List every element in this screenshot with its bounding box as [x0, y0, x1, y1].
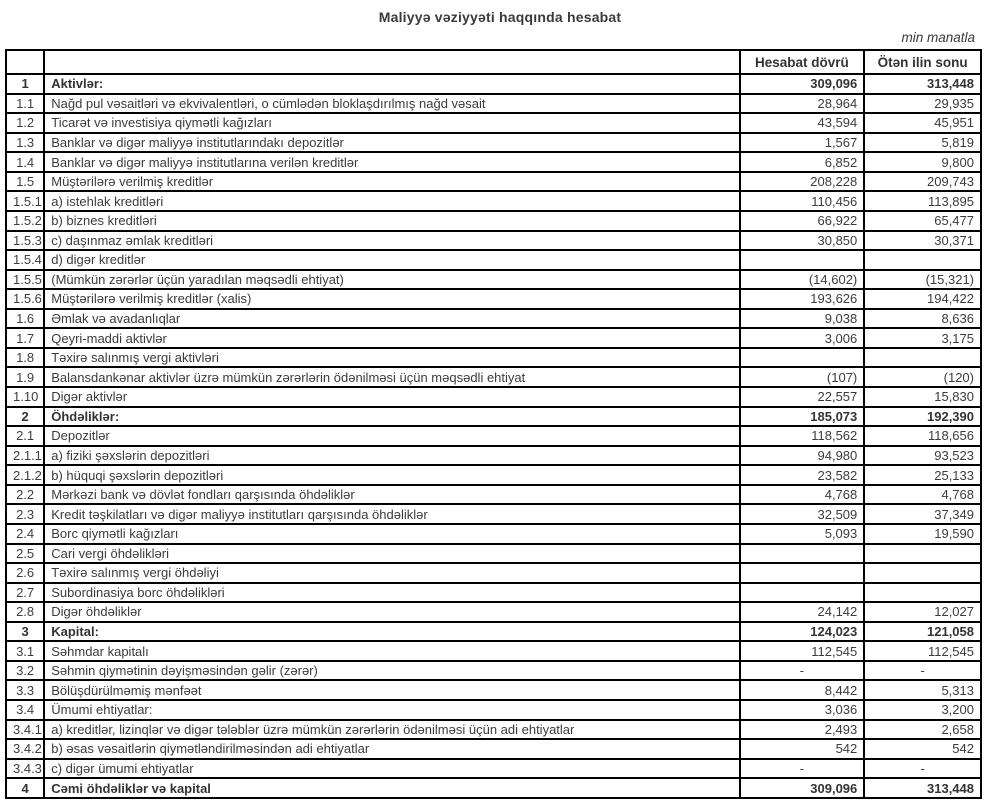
row-label: Cəmi öhdəliklər və kapital	[44, 778, 739, 798]
value-previous-year: 19,590	[864, 524, 981, 544]
row-label: Öhdəliklər:	[44, 407, 739, 427]
value-previous-year: 65,477	[864, 211, 981, 231]
value-current-period: 43,594	[740, 113, 865, 133]
table-row	[6, 485, 981, 505]
row-label: Təxirə salınmış vergi aktivləri	[44, 348, 739, 368]
row-label: c) digər ümumi ehtiyatlar	[44, 759, 739, 779]
value-previous-year: 313,448	[864, 74, 981, 94]
row-number: 1.9	[6, 367, 44, 387]
row-number: 1.8	[6, 348, 44, 368]
value-current-period: 24,142	[740, 602, 865, 622]
value-current-period	[740, 544, 865, 564]
value-current-period: (107)	[740, 367, 865, 387]
value-previous-year	[864, 544, 981, 564]
value-current-period: 118,562	[740, 426, 865, 446]
table-row	[6, 289, 981, 309]
value-current-period	[740, 250, 865, 270]
value-previous-year: 2,658	[864, 720, 981, 740]
table-row	[6, 309, 981, 329]
row-label: Kredit təşkilatları və digər maliyyə institutları qarşısında öhdəliklər	[44, 504, 739, 524]
table-row	[6, 524, 981, 544]
row-number: 1	[6, 74, 44, 94]
value-previous-year: (15,321)	[864, 270, 981, 290]
row-number: 2.4	[6, 524, 44, 544]
row-label: a) fiziki şəxslərin depozitləri	[44, 446, 739, 466]
row-number: 2.1.2	[6, 465, 44, 485]
table-row	[6, 152, 981, 172]
value-previous-year: 30,371	[864, 231, 981, 251]
table-row	[6, 700, 981, 720]
row-number: 1.4	[6, 152, 44, 172]
table-row	[6, 231, 981, 251]
value-previous-year	[864, 250, 981, 270]
row-number: 3.2	[6, 661, 44, 681]
row-number: 2.2	[6, 485, 44, 505]
row-label: Borc qiymətli kağızları	[44, 524, 739, 544]
header-cell-empty-label	[44, 50, 739, 74]
table-row	[6, 446, 981, 466]
value-previous-year: 37,349	[864, 504, 981, 524]
row-number: 3.4.3	[6, 759, 44, 779]
table-row	[6, 250, 981, 270]
table-row	[6, 778, 981, 798]
table-row	[6, 407, 981, 427]
row-label: Ticarət və investisiya qiymətli kağızları	[44, 113, 739, 133]
row-number: 2.8	[6, 602, 44, 622]
value-previous-year	[864, 563, 981, 583]
table-row	[6, 680, 981, 700]
table-row	[6, 133, 981, 153]
table-row	[6, 191, 981, 211]
value-current-period: 208,228	[740, 172, 865, 192]
row-number: 3.4.2	[6, 739, 44, 759]
table-row	[6, 426, 981, 446]
row-label: c) daşınmaz əmlak kreditləri	[44, 231, 739, 251]
row-number: 2.5	[6, 544, 44, 564]
row-number: 2	[6, 407, 44, 427]
row-label: a) istehlak kreditləri	[44, 191, 739, 211]
value-current-period: 66,922	[740, 211, 865, 231]
financial-table-body	[6, 74, 981, 798]
table-row	[6, 720, 981, 740]
row-label: b) əsas vəsaitlərin qiymətləndirilməsindən adi ehtiyatlar	[44, 739, 739, 759]
row-label: Səhmin qiymətinin dəyişməsindən gəlir (zərər)	[44, 661, 739, 681]
row-label: Balansdankənar aktivlər üzrə mümkün zərərlərin ödənilməsi üçün məqsədli ehtiyat	[44, 367, 739, 387]
row-label: Kapital:	[44, 622, 739, 642]
value-previous-year: 209,743	[864, 172, 981, 192]
row-label: Bölüşdürülməmiş mənfəət	[44, 680, 739, 700]
row-number: 3.3	[6, 680, 44, 700]
value-previous-year: 9,800	[864, 152, 981, 172]
row-label: Təxirə salınmış vergi öhdəliyi	[44, 563, 739, 583]
row-number: 1.1	[6, 94, 44, 114]
table-row	[6, 367, 981, 387]
value-previous-year: 3,175	[864, 328, 981, 348]
table-row	[6, 94, 981, 114]
row-label: Digər aktivlər	[44, 387, 739, 407]
table-row	[6, 504, 981, 524]
row-number: 3	[6, 622, 44, 642]
row-label: Səhmdar kapitalı	[44, 641, 739, 661]
table-row	[6, 602, 981, 622]
value-previous-year: 45,951	[864, 113, 981, 133]
value-current-period: 542	[740, 739, 865, 759]
table-row	[6, 74, 981, 94]
unit-note: min manatla	[901, 30, 975, 45]
value-current-period	[740, 348, 865, 368]
row-label: Subordinasiya borc öhdəlikləri	[44, 583, 739, 603]
row-number: 1.3	[6, 133, 44, 153]
value-current-period	[740, 583, 865, 603]
value-previous-year: 3,200	[864, 700, 981, 720]
table-row	[6, 211, 981, 231]
row-number: 2.6	[6, 563, 44, 583]
table-row	[6, 387, 981, 407]
row-label: Nağd pul vəsaitləri və ekvivalentləri, o cümlədən bloklaşdırılmış nağd vəsait	[44, 94, 739, 114]
row-number: 1.5.3	[6, 231, 44, 251]
value-current-period: 94,980	[740, 446, 865, 466]
row-label: Qeyri-maddi aktivlər	[44, 328, 739, 348]
header-cell-empty-num	[6, 50, 44, 74]
value-current-period: 23,582	[740, 465, 865, 485]
value-current-period	[740, 563, 865, 583]
value-previous-year: 93,523	[864, 446, 981, 466]
row-number: 1.10	[6, 387, 44, 407]
value-current-period: 110,456	[740, 191, 865, 211]
value-current-period: 3,006	[740, 328, 865, 348]
financial-position-table	[5, 49, 982, 799]
value-current-period: (14,602)	[740, 270, 865, 290]
value-current-period: 22,557	[740, 387, 865, 407]
row-number: 1.5.4	[6, 250, 44, 270]
value-previous-year: 194,422	[864, 289, 981, 309]
row-label: Aktivlər:	[44, 74, 739, 94]
value-current-period: 2,493	[740, 720, 865, 740]
row-number: 1.5.1	[6, 191, 44, 211]
table-row	[6, 465, 981, 485]
row-label: a) kreditlər, lizinqlər və digər tələblər üzrə mümkün zərərlərin ödənilməsi üçün adi ehtiyatlar	[44, 720, 739, 740]
value-previous-year: 15,830	[864, 387, 981, 407]
row-label: Cari vergi öhdəlikləri	[44, 544, 739, 564]
row-label: d) digər kreditlər	[44, 250, 739, 270]
table-row	[6, 113, 981, 133]
row-number: 1.7	[6, 328, 44, 348]
value-current-period: 309,096	[740, 778, 865, 798]
value-previous-year: -	[864, 661, 981, 681]
value-previous-year: -	[864, 759, 981, 779]
value-previous-year: 12,027	[864, 602, 981, 622]
row-number: 2.3	[6, 504, 44, 524]
value-current-period: 8,442	[740, 680, 865, 700]
row-number: 3.1	[6, 641, 44, 661]
row-label: Banklar və digər maliyyə institutlarındakı depozitlər	[44, 133, 739, 153]
value-current-period: 9,038	[740, 309, 865, 329]
value-current-period: 32,509	[740, 504, 865, 524]
value-previous-year: 29,935	[864, 94, 981, 114]
value-current-period: 30,850	[740, 231, 865, 251]
row-number: 1.2	[6, 113, 44, 133]
table-row	[6, 739, 981, 759]
row-number: 1.5.5	[6, 270, 44, 290]
table-row	[6, 270, 981, 290]
table-row	[6, 759, 981, 779]
row-number: 1.5.2	[6, 211, 44, 231]
value-previous-year	[864, 348, 981, 368]
table-row	[6, 563, 981, 583]
value-current-period: 193,626	[740, 289, 865, 309]
table-row	[6, 622, 981, 642]
value-current-period: 1,567	[740, 133, 865, 153]
row-label: Depozitlər	[44, 426, 739, 446]
value-previous-year: 4,768	[864, 485, 981, 505]
col-header-previous-year: Ötən ilin sonu	[864, 50, 981, 74]
table-row	[6, 328, 981, 348]
value-previous-year: 118,656	[864, 426, 981, 446]
value-previous-year: 25,133	[864, 465, 981, 485]
header-row	[6, 50, 981, 74]
row-label: b) hüquqi şəxslərin depozitləri	[44, 465, 739, 485]
row-number: 3.4	[6, 700, 44, 720]
row-label: b) biznes kreditləri	[44, 211, 739, 231]
row-label: (Mümkün zərərlər üçün yaradılan məqsədli ehtiyat)	[44, 270, 739, 290]
value-current-period: -	[740, 759, 865, 779]
value-current-period: 5,093	[740, 524, 865, 544]
value-previous-year: 113,895	[864, 191, 981, 211]
value-previous-year: (120)	[864, 367, 981, 387]
value-previous-year: 8,636	[864, 309, 981, 329]
page-title: Maliyyə vəziyyəti haqqında hesabat	[378, 9, 622, 25]
col-header-current-period: Hesabat dövrü	[740, 50, 865, 74]
value-current-period: -	[740, 661, 865, 681]
table-row	[6, 348, 981, 368]
row-number: 3.4.1	[6, 720, 44, 740]
row-label: Müştərilərə verilmiş kreditlər	[44, 172, 739, 192]
table-row	[6, 172, 981, 192]
row-number: 1.5.6	[6, 289, 44, 309]
value-current-period: 6,852	[740, 152, 865, 172]
value-previous-year: 112,545	[864, 641, 981, 661]
row-number: 2.1.1	[6, 446, 44, 466]
value-previous-year: 121,058	[864, 622, 981, 642]
row-number: 2.1	[6, 426, 44, 446]
value-current-period: 309,096	[740, 74, 865, 94]
row-label: Müştərilərə verilmiş kreditlər (xalis)	[44, 289, 739, 309]
value-current-period: 4,768	[740, 485, 865, 505]
value-previous-year: 192,390	[864, 407, 981, 427]
table-row	[6, 661, 981, 681]
table-row	[6, 544, 981, 564]
row-label: Digər öhdəliklər	[44, 602, 739, 622]
value-previous-year: 313,448	[864, 778, 981, 798]
row-number: 1.6	[6, 309, 44, 329]
row-number: 1.5	[6, 172, 44, 192]
value-current-period: 28,964	[740, 94, 865, 114]
row-label: Əmlak və avadanlıqlar	[44, 309, 739, 329]
value-current-period: 185,073	[740, 407, 865, 427]
row-label: Mərkəzi bank və dövlət fondları qarşısında öhdəliklər	[44, 485, 739, 505]
value-previous-year	[864, 583, 981, 603]
value-previous-year: 5,313	[864, 680, 981, 700]
value-previous-year: 5,819	[864, 133, 981, 153]
row-number: 4	[6, 778, 44, 798]
table-row	[6, 641, 981, 661]
row-label: Banklar və digər maliyyə institutlarına verilən kreditlər	[44, 152, 739, 172]
row-label: Ümumi ehtiyatlar:	[44, 700, 739, 720]
table-row	[6, 583, 981, 603]
row-number: 2.7	[6, 583, 44, 603]
value-current-period: 3,036	[740, 700, 865, 720]
value-current-period: 112,545	[740, 641, 865, 661]
value-current-period: 124,023	[740, 622, 865, 642]
value-previous-year: 542	[864, 739, 981, 759]
